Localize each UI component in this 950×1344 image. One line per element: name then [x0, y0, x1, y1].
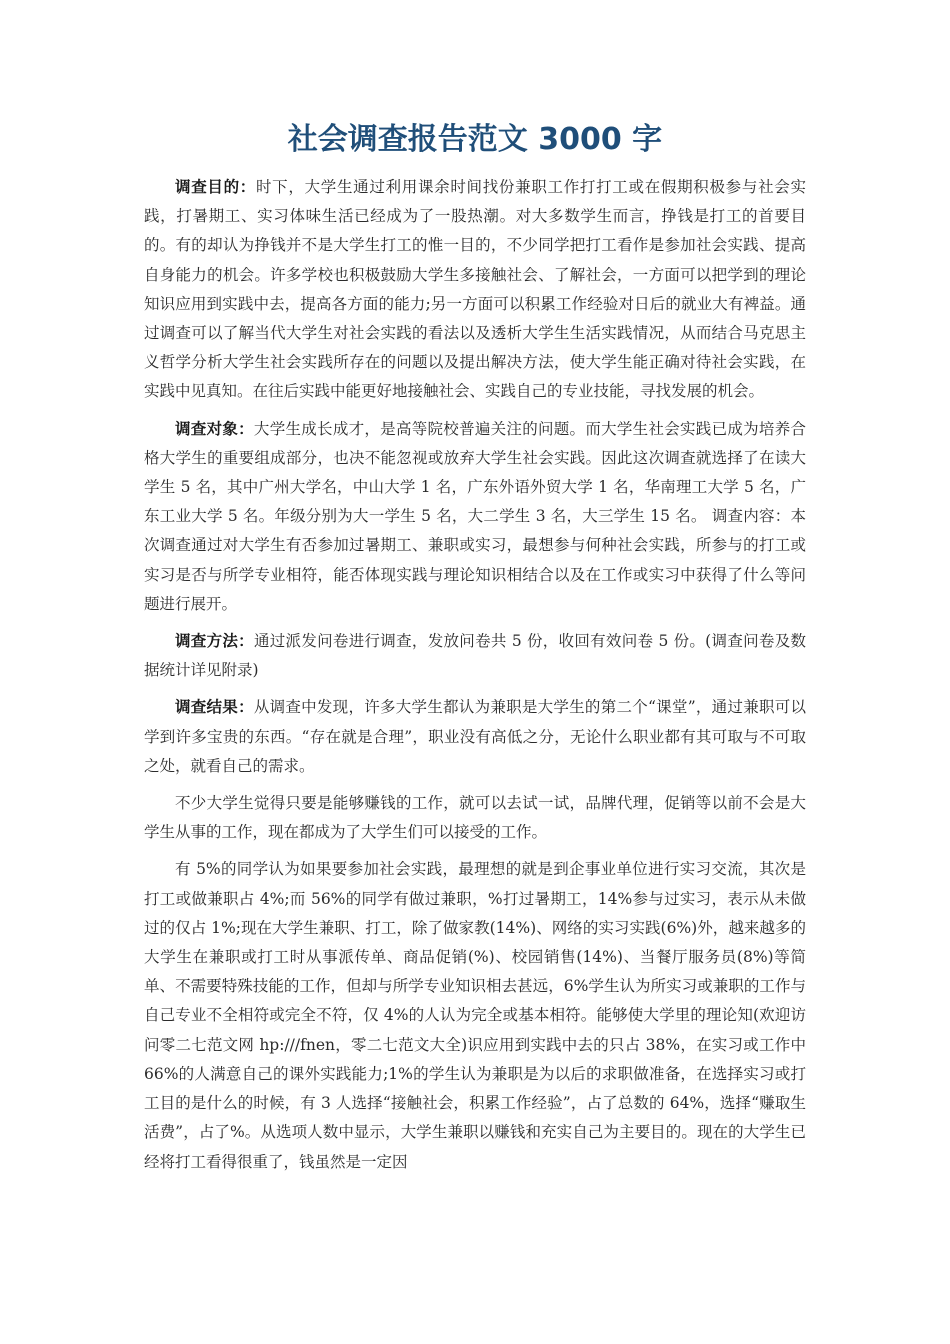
paragraph-body [144, 788, 806, 847]
document-title: 社会调查报告范文 3000 字 [287, 122, 663, 157]
paragraph-text: 不少大学生觉得只要是能够赚钱的工作，就可以去试一试，品牌代理，促销等以前不会是大学生从事的工作，现在都成为了大学生们可以接受的工作。 [144, 794, 806, 842]
paragraph-text: 时下，大学生通过利用课余时间找份兼职工作打打工或在假期积极参与社会实践，打暑期工、实习体味生活已经成为了一股热潮。对大多数学生而言，挣钱是打工的首要目的。有的却认为挣钱并不是大学生打工的惟一目的，不少同学把打工看作是参加社会实践、提高自身能力的机会。许多学校也积极鼓励大学生多接触社会、了解社会，一方面可以把学到的理论知识应用到实践中去，提高各方面的能力;另一方面可以积累工作经验对日后的就业大有裨益。通过调查可以了解当代大学生对社会实践的看法以及透析大学生生活实践情况，从而结合马克思主义哲学分析大学生社会实践所存在的问题以及提出解决方法，使大学生能正确对待社会实践，在实践中见真知。在往后实践中能更好地接触社会、实践自己的专业技能，寻找发展的机会。 [144, 178, 806, 401]
paragraph-lead: 调查方法： [175, 631, 254, 651]
paragraph-lead: 调查对象： [175, 418, 254, 438]
paragraph-subjects [144, 414, 806, 619]
paragraph-text: 有 5%的同学认为如果要参加社会实践，最理想的就是到企事业单位进行实习交流，其次是打工或做兼职占 4%;而 56%的同学有做过兼职，%打过暑期工，14%参与过实习，表示从未做过的仅占 1%;现在大学生兼职、打工，除了做家教(14%)、网络的实习实践(6%)外，越来越多的大学生在兼职或打工时从事派传单、商品促销(%)、校园销售(14%)、当餐厅服务员(8%)等简单、不需要特殊技能的工作，但却与所学专业知识相去甚远，6%学生认为所实习或兼职的工作与自己专业不全相符或完全不符，仅 4%的人认为完全或基本相符。能够使大学里的理论知(欢迎访问零二七范文网 hp:///fnen，零二七范文大全)识应用到实践中去的只占 38%，在实习或工作中 66%的人满意自己的课外实践能力;1%的学生认为兼职是为以后的求职做准备，在选择实习或打工目的是什么的时候，有 3 人选择“接触社会，积累工作经验”，占了总数的 64%，选择“赚取生活费”，占了%。从选项人数中显示，大学生兼职以赚钱和充实自己为主要目的。现在的大学生已经将打工看得很重了，钱虽然是一定因 [144, 860, 806, 1171]
paragraph-purpose [144, 172, 806, 407]
paragraph-text: 大学生成长成才，是高等院校普遍关注的问题。而大学生社会实践已成为培养合格大学生的重要组成部分，也决不能忽视或放弃大学生社会实践。因此这次调查就选择了在读大学生 5 名，其中广州大学名，中山大学 1 名，广东外语外贸大学 1 名，华南理工大学 5 名，广东工业大学 5 名。年级分别为大一学生 5 名，大二学生 3 名，大三学生 15 名。 调查内容：本次调查通过对大学生有否参加过暑期工、兼职或实习，最想参与何种社会实践，所参与的打工或实习是否与所学专业相符，能否体现实践与理论知识相结合以及在工作或实习中获得了什么等问题进行展开。 [144, 419, 806, 613]
paragraph-results [144, 692, 806, 781]
paragraph-lead: 调查目的： [175, 177, 256, 196]
paragraph-lead: 调查结果： [175, 697, 254, 717]
paragraph-method [144, 626, 806, 685]
paragraph-text: 通过派发问卷进行调查，发放问卷共 5 份，收回有效问卷 5 份。(调查问卷及数据统计详见附录) [144, 632, 806, 680]
paragraph-text: 从调查中发现，许多大学生都认为兼职是大学生的第二个“课堂”，通过兼职可以学到许多宝贵的东西。“存在就是合理”，职业没有高低之分，无论什么职业都有其可取与不可取之处，就看自己的需求。 [144, 698, 806, 775]
document-body [144, 172, 806, 1184]
paragraph-body [144, 854, 806, 1176]
